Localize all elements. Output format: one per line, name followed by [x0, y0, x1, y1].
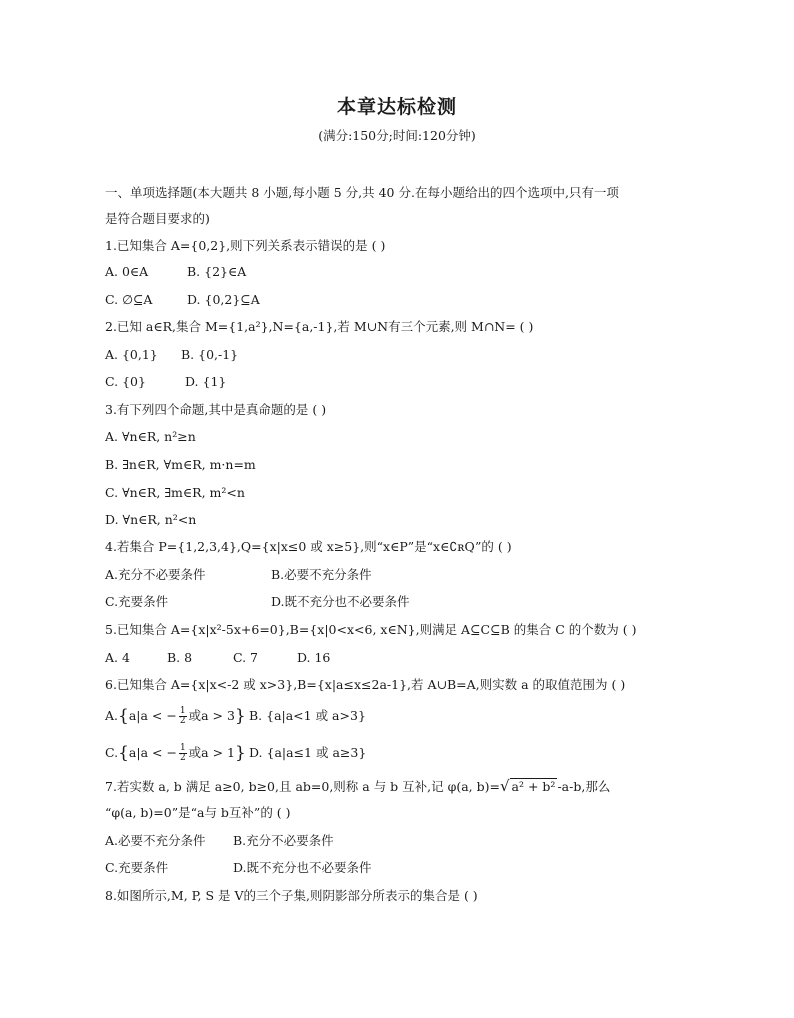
- q2-options-row2: [105, 373, 725, 391]
- q2-option-a: A. {0,1}: [105, 347, 158, 362]
- q4-stem: 4.若集合 P={1,2,3,4},Q={x|x≤0 或 x≥5},则“x∈P”是“x∈∁ʀQ”的 ( ): [105, 539, 512, 554]
- q7-stem-sqrt: a² + b²: [511, 779, 556, 794]
- q5-option-a: A. 4: [105, 650, 130, 665]
- q6-option-a-open-brace: {: [118, 706, 129, 726]
- q6-option-a-post: 或a > 3: [188, 708, 235, 723]
- q6-option-b: B. {a|a<1 或 a>3}: [248, 708, 366, 723]
- q6-options-row2: [105, 740, 725, 766]
- q7-option-c: C.充要条件: [105, 860, 169, 875]
- q6-option-a-pre: a|a < −: [128, 708, 177, 723]
- q4-option-c: C.充要条件: [105, 594, 169, 609]
- q7-stem-line1: [105, 776, 725, 797]
- q4-option-b: B.必要不充分条件: [270, 567, 372, 582]
- q6-option-c-fraction: [179, 744, 187, 763]
- q7-stem-line2: “φ(a, b)=0”是“a与 b互补”的 ( ): [105, 805, 291, 820]
- section-heading-line2: 是符合题目要求的): [105, 211, 210, 226]
- q6-option-a-close-brace: }: [234, 706, 246, 726]
- q6-option-a-fraction: [179, 707, 187, 726]
- q7-stem-pre: 7.若实数 a, b 满足 a≥0, b≥0,且 ab=0,则称 a 与 b 互补,记 φ(a, b)=: [105, 779, 500, 794]
- q6-option-c-post: 或a > 1: [188, 745, 235, 760]
- q7-options-row1: [105, 832, 725, 850]
- q6-stem: 6.已知集合 A={x|x<-2 或 x>3},B={x|a≤x≤2a-1},若 A∪B=A,则实数 a 的取值范围为 ( ): [105, 677, 626, 692]
- q4-options-row1: [105, 566, 725, 584]
- q6-options-row1: [105, 703, 725, 729]
- q6-option-a-numerator: 1: [179, 706, 186, 716]
- q6-option-c-numerator: 1: [179, 743, 186, 753]
- q8-stem: 8.如图所示,M, P, S 是 V的三个子集,则阴影部分所表示的集合是 ( ): [105, 888, 478, 903]
- q3-stem: 3.有下列四个命题,其中是真命题的是 ( ): [105, 402, 327, 417]
- q1-stem: 1.已知集合 A={0,2},则下列关系表示错误的是 ( ): [105, 238, 386, 253]
- q6-option-c-open-brace: {: [118, 743, 129, 763]
- q6-option-c-close-brace: }: [235, 743, 246, 763]
- q1-options-row1: [105, 263, 725, 281]
- section-heading-line1: 一、单项选择题(本大题共 8 小题,每小题 5 分,共 40 分.在每小题给出的四个选项中,只有一项: [105, 185, 619, 200]
- page-title: 本章达标检测: [336, 96, 457, 118]
- q4-option-d: D.既不充分也不必要条件: [270, 594, 410, 609]
- q2-options-row1: [105, 346, 725, 364]
- q1-option-d: D. {0,2}⊆A: [186, 292, 260, 307]
- q7-options-row2: [105, 859, 725, 877]
- q1-options-row2: [105, 291, 725, 309]
- q6-option-c: [105, 740, 245, 766]
- q2-option-d: D. {1}: [184, 374, 227, 389]
- q7-option-b: B.充分不必要条件: [232, 833, 334, 848]
- q3-option-a: A. ∀n∈R, n²≥n: [105, 429, 196, 444]
- q3-option-d: D. ∀n∈R, n²<n: [105, 512, 197, 527]
- q6-option-d: D. {a|a≤1 或 a≥3}: [248, 745, 367, 760]
- q3-option-b: B. ∃n∈R, ∀m∈R, m·n=m: [105, 457, 256, 472]
- q1-option-b: B. {2}∈A: [186, 264, 247, 279]
- sqrt-sign: √: [499, 777, 510, 795]
- q6-option-c-label: C.: [105, 745, 119, 760]
- q7-stem-post: -a-b,那么: [557, 779, 611, 794]
- q5-option-d: D. 16: [296, 650, 331, 665]
- q6-option-a-label: A.: [105, 708, 119, 723]
- q3-option-c: C. ∀n∈R, ∃m∈R, m²<n: [105, 485, 245, 500]
- q2-option-b: B. {0,-1}: [180, 347, 239, 362]
- q6-option-a-denominator: 2: [179, 716, 186, 726]
- q4-options-row2: [105, 593, 725, 611]
- q4-option-a: A.充分不必要条件: [105, 567, 206, 582]
- q2-stem: 2.已知 a∈R,集合 M={1,a²},N={a,-1},若 M∪N有三个元素,则 M∩N= ( ): [105, 319, 534, 334]
- q7-option-a: A.必要不充分条件: [105, 833, 206, 848]
- q5-options: [105, 649, 725, 667]
- q5-option-c: C. 7: [232, 650, 258, 665]
- q7-option-d: D.既不充分也不必要条件: [232, 860, 372, 875]
- q5-stem: 5.已知集合 A={x|x²-5x+6=0},B={x|0<x<6, x∈N},则满足 A⊆C⊆B 的集合 C 的个数为 ( ): [105, 622, 637, 637]
- q6-option-c-denominator: 2: [179, 753, 186, 763]
- q5-option-b: B. 8: [166, 650, 193, 665]
- q6-option-a: [105, 703, 245, 729]
- q1-option-c: C. ∅⊆A: [105, 292, 153, 307]
- q6-option-c-pre: a|a < −: [128, 745, 177, 760]
- q1-option-a: A. 0∈A: [105, 264, 149, 279]
- q2-option-c: C. {0}: [105, 374, 146, 389]
- page-subtitle: (满分:150分;时间:120分钟): [318, 128, 476, 143]
